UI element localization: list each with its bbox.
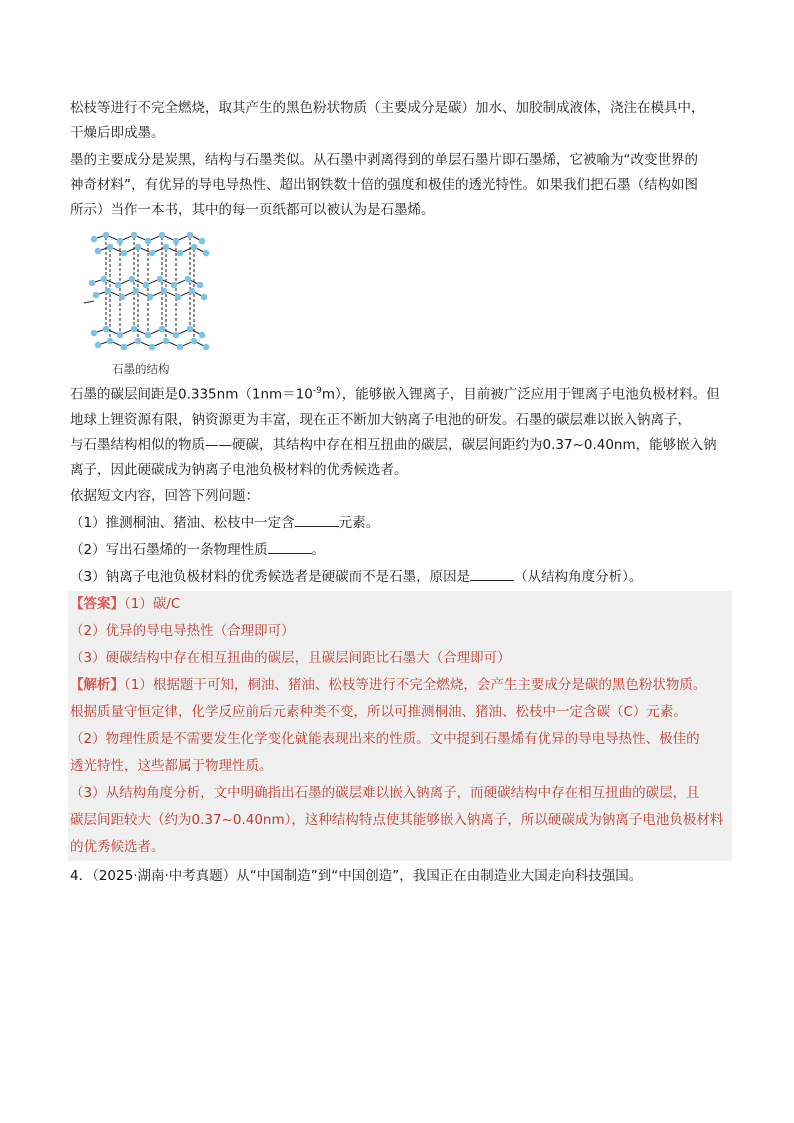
question-3 [70, 564, 730, 591]
intro-line-2: 干燥后即成墨。 [70, 125, 165, 141]
analysis-2b: 透光特性，这些都属于物理性质。 [70, 757, 273, 774]
para3-line-4: 离子，因此硬碳成为钠离子电池负极材料的优秀候选者。 [70, 461, 408, 478]
answer-1: （1）碳/C [124, 595, 181, 612]
answer-3: （3）硬碳结构中存在相互扭曲的碳层，且碳层间距比石墨大（合理即可） [70, 649, 511, 666]
answer-tag: 【答案】 [70, 595, 124, 612]
analysis-tag: 【解析】 [70, 676, 124, 693]
graphite-structure-diagram [80, 229, 220, 359]
analysis-2a: （2）物理性质是不需要发生化学变化就能表现出来的性质。文中提到石墨烯有优异的导电导热性、极佳的 [70, 730, 700, 747]
analysis-3c: 的优秀候选者。 [70, 838, 165, 855]
para3-line-1-end: m），能够嵌入锂离子，目前被广泛应用于锂离子电池负极材料。但 [321, 386, 720, 403]
answer-line-1 [70, 591, 730, 618]
question-1-text: （1）推测桐油、猪油、松枝中一定含 [70, 514, 295, 531]
question-4: 4．（2025·湖南·中考真题）从“中国制造”到“中国创造”，我国正在由制造业大国走向科技强国。 [70, 867, 643, 884]
question-2 [70, 537, 730, 564]
answer-blank-3[interactable] [470, 566, 514, 581]
document-page [70, 96, 730, 890]
para3-line-3: 与石墨结构相似的物质——硬碳，其结构中存在相互扭曲的碳层，碳层间距约为0.37~0.40nm，能够嵌入钠 [70, 436, 717, 453]
intro-line-1: 松枝等进行不完全燃烧，取其产生的黑色粉状物质（主要成分是碳）加水、加胶制成液体，浇注在模具中， [70, 100, 705, 116]
analysis-1b: 根据质量守恒定律，化学反应前后元素种类不变，所以可推测桐油、猪油、松枝中一定含碳（C）元素。 [70, 703, 687, 720]
para3-line-2: 地球上锂资源有限，钠资源更为丰富，现在正不断加大钠离子电池的研发。石墨的碳层难以嵌入钠离子， [70, 411, 691, 428]
analysis-3b: 碳层间距较大（约为0.37~0.40nm），这种结构特点使其能够嵌入钠离子，所以硬碳成为钠离子电池负极材料 [70, 811, 724, 828]
analysis-line-1 [70, 672, 730, 699]
analysis-1a: （1）根据题干可知，桐油、猪油、松枝等进行不完全燃烧，会产生主要成分是碳的黑色粉状物质。 [124, 676, 707, 693]
para2-line-2: 神奇材料”，有优异的导电导热性、超出钢铁数十倍的强度和极佳的透光特性。如果我们把石墨（结构如图 [70, 177, 698, 193]
answer-blank-1[interactable] [295, 512, 339, 527]
question-3-suffix: （从结构角度分析）。 [514, 568, 643, 585]
question-2-text: （2）写出石墨烯的一条物理性质 [70, 541, 268, 558]
question-3-text: （3）钠离子电池负极材料的优秀候选者是硬碳而不是石墨，原因是 [70, 568, 471, 585]
figure-caption: 石墨的结构 [112, 362, 170, 376]
question-1-suffix: 元素。 [338, 514, 380, 531]
para3-line-1 [70, 379, 730, 408]
para2-line-3: 所示）当作一本书，其中的每一页纸都可以被认为是石墨烯。 [70, 202, 435, 218]
question-prompt: 依据短文内容，回答下列问题： [70, 487, 259, 504]
answer-analysis-block [68, 591, 732, 861]
analysis-3a: （3）从结构角度分析，文中明确指出石墨的碳层难以嵌入钠离子，而硬碳结构中存在相互扭曲的碳层，且 [70, 784, 700, 801]
para3-line-1-start: 石墨的碳层间距是0.335nm（1nm＝10 [70, 386, 313, 403]
para2-line-1: 墨的主要成分是炭黑，结构与石墨类似。从石墨中剥离得到的单层石墨片即石墨烯，它被喻为“改变世界的 [70, 152, 698, 168]
question-1 [70, 510, 730, 537]
answer-blank-2[interactable] [268, 539, 312, 554]
exponent-superscript: -9 [312, 386, 322, 396]
answer-2: （2）优异的导电导热性（合理即可） [70, 622, 295, 639]
question-2-suffix: 。 [311, 541, 326, 558]
graphite-structure-figure [80, 229, 230, 379]
